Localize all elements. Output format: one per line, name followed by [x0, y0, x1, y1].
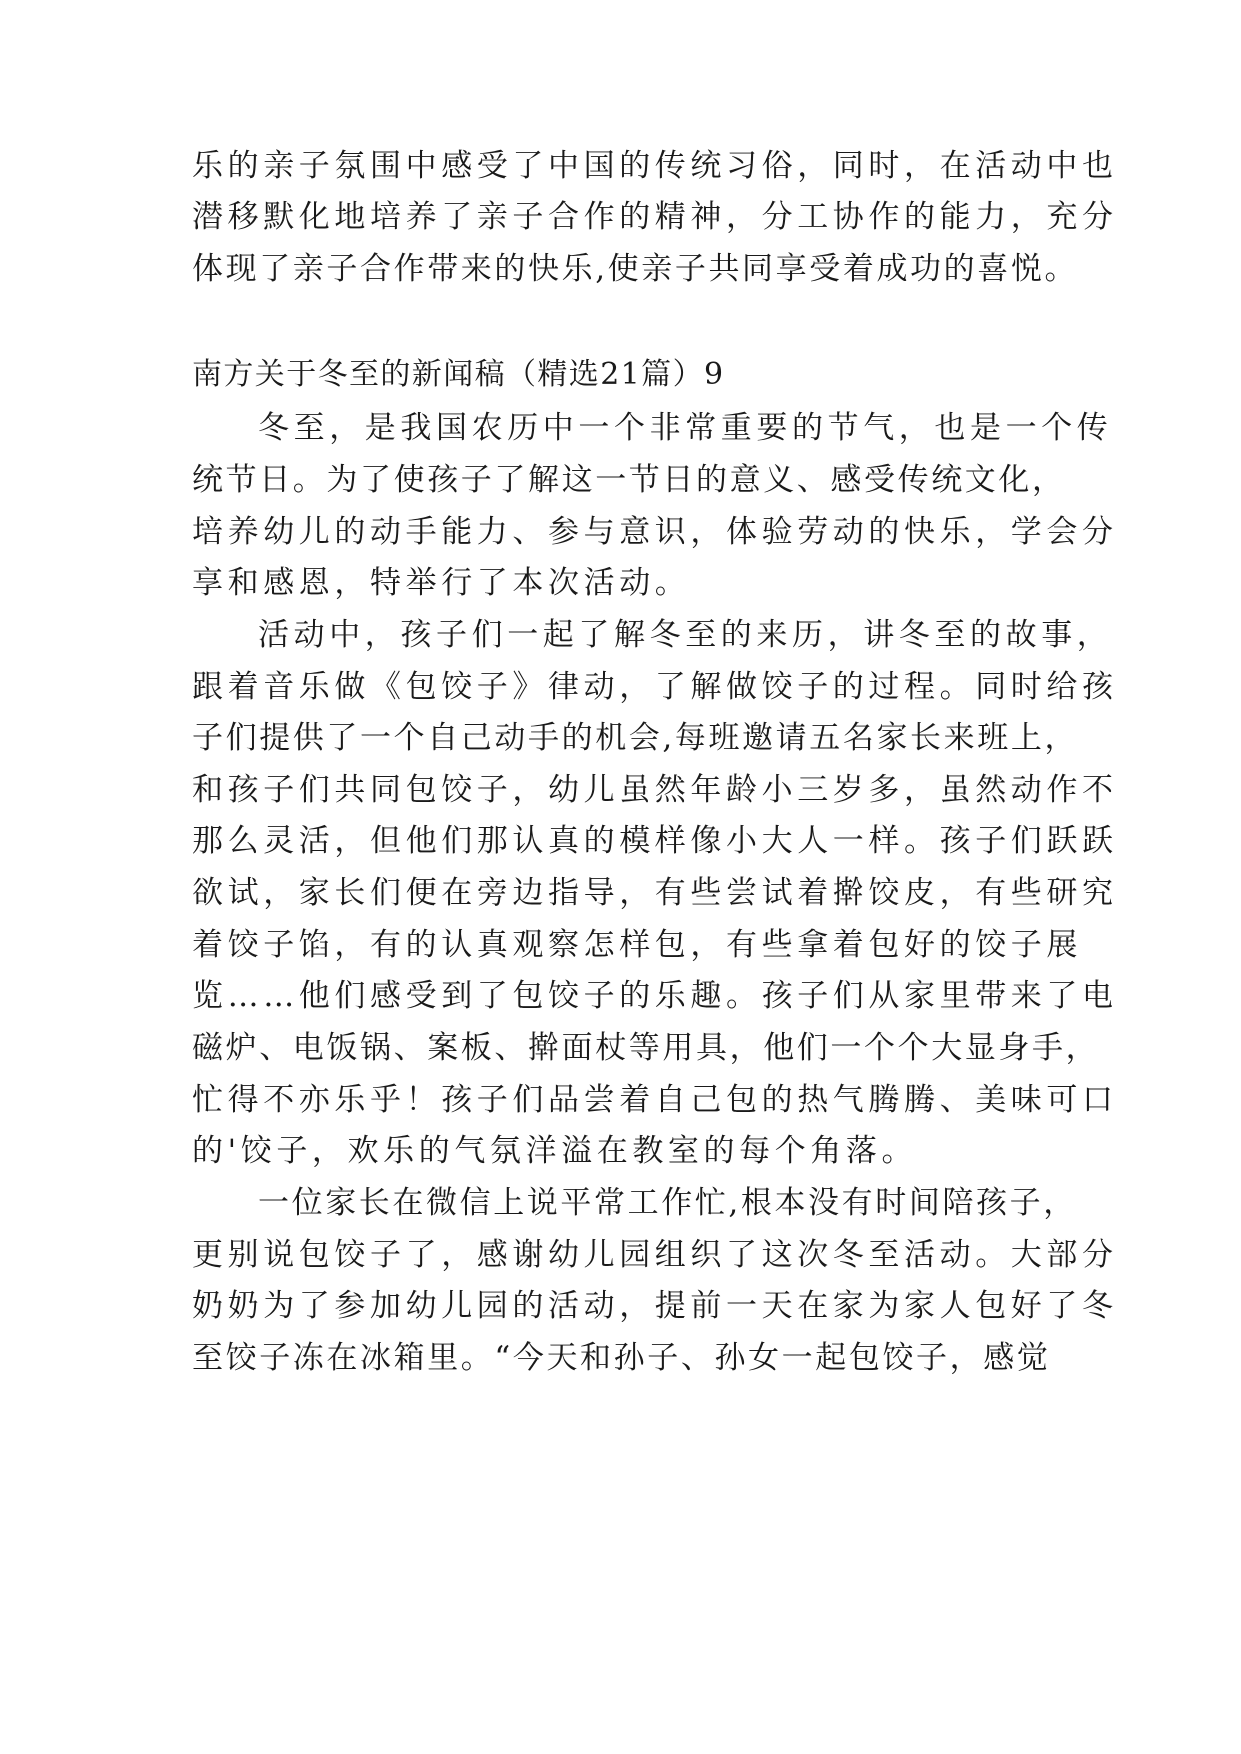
paragraph-line: 着饺子馅，有的认真观察怎样包，有些拿着包好的饺子展 — [192, 927, 1082, 963]
paragraph-line: 子们提供了一个自己动手的机会,每班邀请五名家长来班上， — [192, 720, 1079, 756]
intro-line: 乐的亲子氛围中感受了中国的传统习俗，同时，在活动中也 — [192, 148, 1118, 184]
paragraph-line: 统节日。为了使孩子了解这一节日的意义、感受传统文化， — [192, 462, 1066, 498]
section-title: 南方关于冬至的新闻稿（精选21篇）9 — [192, 357, 725, 392]
paragraph-line: 更别说包饺子了，感谢幼儿园组织了这次冬至活动。大部分 — [192, 1237, 1118, 1273]
paragraph-line: 欲试，家长们便在旁边指导，有些尝试着擀饺皮，有些研究 — [192, 875, 1118, 911]
paragraph-line: 冬至，是我国农历中一个非常重要的节气，也是一个传 — [258, 410, 1113, 446]
paragraph-line: 培养幼儿的动手能力、参与意识，体验劳动的快乐，学会分 — [192, 514, 1118, 550]
paragraph-line: 享和感恩，特举行了本次活动。 — [192, 565, 691, 601]
paragraph-line: 那么灵活，但他们那认真的模样像小大人一样。孩子们跃跃 — [192, 823, 1118, 859]
paragraph-line: 览……他们感受到了包饺子的乐趣。孩子们从家里带来了电 — [192, 978, 1118, 1014]
paragraph-line: 跟着音乐做《包饺子》律动，了解做饺子的过程。同时给孩 — [192, 669, 1118, 705]
intro-line: 体现了亲子合作带来的快乐,使亲子共同享受着成功的喜悦。 — [192, 251, 1079, 287]
paragraph-line: 一位家长在微信上说平常工作忙,根本没有时间陪孩子， — [258, 1185, 1077, 1221]
paragraph-line: 活动中，孩子们一起了解冬至的来历，讲冬至的故事， — [258, 617, 1113, 653]
paragraph-line: 的'饺子，欢乐的气氛洋溢在教室的每个角落。 — [192, 1133, 918, 1169]
paragraph-line: 至饺子冻在冰箱里。“今天和孙子、孙女一起包饺子，感觉 — [192, 1340, 1051, 1376]
paragraph-line: 奶奶为了参加幼儿园的活动，提前一天在家为家人包好了冬 — [192, 1288, 1118, 1324]
paragraph-line: 磁炉、电饭锅、案板、擀面杖等用具，他们一个个大显身手， — [192, 1030, 1100, 1066]
intro-line: 潜移默化地培养了亲子合作的精神，分工协作的能力，充分 — [192, 199, 1118, 235]
paragraph-line: 忙得不亦乐乎！孩子们品尝着自己包的热气腾腾、美味可口 — [192, 1082, 1118, 1118]
paragraph-line: 和孩子们共同包饺子，幼儿虽然年龄小三岁多，虽然动作不 — [192, 772, 1118, 808]
